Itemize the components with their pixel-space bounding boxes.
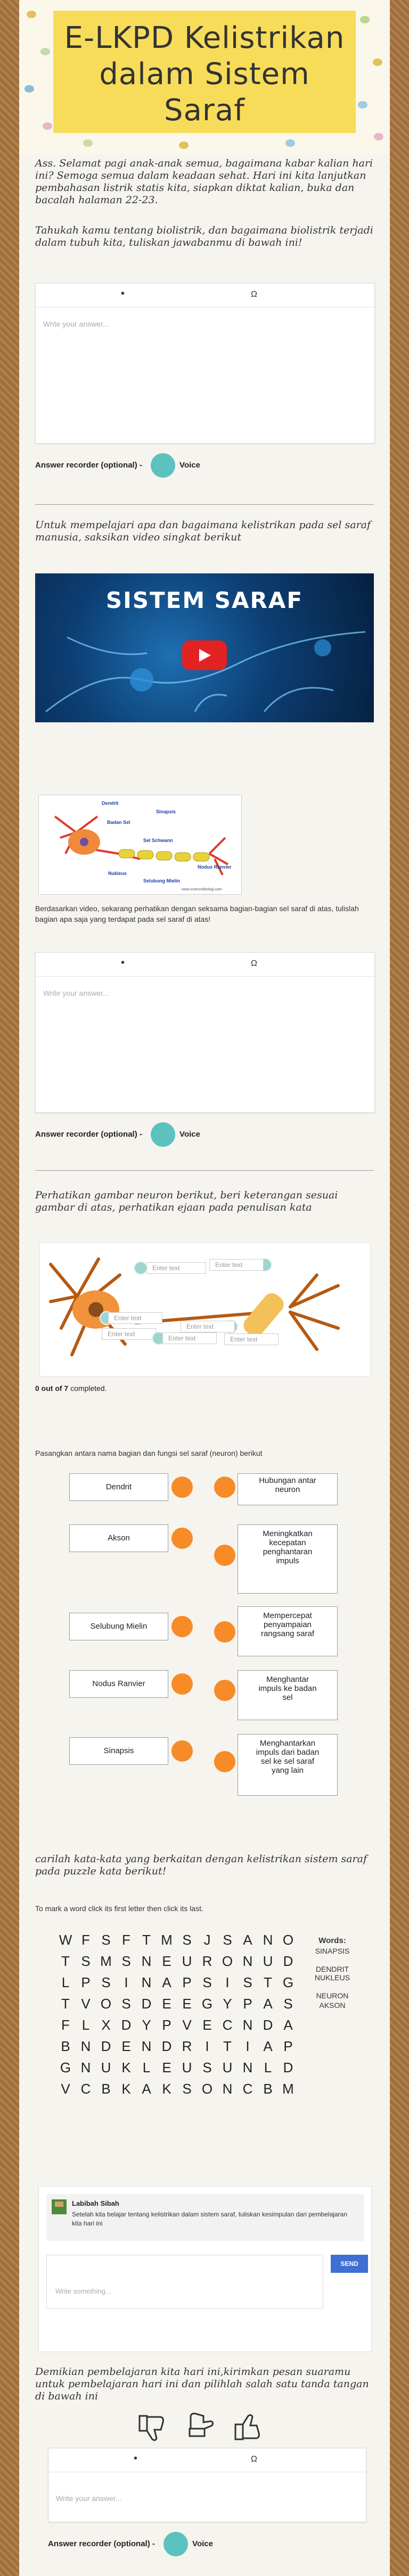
- img-label-badan-sel: Badan Sel: [107, 820, 130, 825]
- wordsearch-letter[interactable]: C: [242, 2081, 253, 2097]
- wordsearch-letter[interactable]: I: [124, 1974, 128, 1990]
- wordsearch-letter[interactable]: E: [162, 2060, 171, 2075]
- wordsearch-letter[interactable]: P: [182, 1974, 192, 1990]
- wordsearch-letter[interactable]: P: [283, 2038, 293, 2054]
- wordsearch-letter[interactable]: G: [282, 1974, 294, 1990]
- match-left-nodus-ranvier[interactable]: Nodus Ranvier: [69, 1670, 168, 1698]
- recorder-optional: (optional) -: [113, 2539, 155, 2548]
- title-line-2: dalam Sistem: [99, 57, 310, 91]
- wordsearch-letter[interactable]: L: [142, 2060, 151, 2075]
- wordsearch-row: [55, 2060, 298, 2076]
- wordsearch-row: [55, 1974, 298, 1991]
- voice-label: Voice: [179, 460, 200, 470]
- thumbs-sideways-icon[interactable]: [190, 2414, 213, 2437]
- answer-recorder-1: [35, 453, 200, 478]
- wordsearch-letter[interactable]: S: [182, 1932, 192, 1948]
- match-right-text: Mempercepat: [263, 1611, 312, 1620]
- neuron-labeling-activity: [39, 1243, 371, 1377]
- wordsearch-letter[interactable]: M: [100, 1953, 112, 1969]
- omega-symbol-icon[interactable]: Ω: [251, 959, 257, 968]
- avatar: [52, 2199, 67, 2214]
- video-intro-text: Untuk mempelajari apa dan bagaimana kelistrikan pada sel saraf manusia, saksikan video singkat berikut: [35, 519, 371, 543]
- wordsearch-letter[interactable]: Y: [142, 2017, 151, 2033]
- match-right-3[interactable]: [238, 1606, 338, 1656]
- answer-input-3[interactable]: Write your answer...: [56, 2494, 122, 2503]
- match-right-text: Meningkatkan: [263, 1529, 313, 1538]
- voice-label: Voice: [179, 1129, 200, 1139]
- img-label-dendrit: Dendrit: [102, 801, 119, 806]
- match-right-text: Hubungan antar: [259, 1476, 316, 1485]
- wordsearch-letter[interactable]: U: [263, 1953, 273, 1969]
- match-right-2[interactable]: [238, 1524, 338, 1594]
- recorder-label: Answer recorder: [35, 460, 99, 470]
- divider: [35, 1170, 374, 1171]
- word-item: AKSON: [319, 2001, 346, 2010]
- divider: [35, 504, 374, 505]
- wordsearch-letter[interactable]: F: [122, 1932, 130, 1948]
- wordsearch-letter[interactable]: S: [121, 1996, 131, 2012]
- wordsearch-letter[interactable]: T: [61, 1996, 70, 2012]
- wordsearch-row: [55, 1932, 298, 1948]
- answer-editor-1: [35, 283, 375, 444]
- wordsearch-letter[interactable]: O: [100, 1996, 112, 2012]
- wordsearch-letter[interactable]: O: [222, 1953, 233, 1969]
- comment-author: Labibah Sibah: [72, 2199, 119, 2207]
- editor-toolbar-3: [48, 2448, 366, 2472]
- wordsearch-letter[interactable]: U: [222, 2060, 233, 2075]
- wordsearch-letter[interactable]: S: [101, 1932, 111, 1948]
- youtube-video-player[interactable]: [35, 573, 374, 722]
- wordsearch-letter[interactable]: B: [263, 2081, 273, 2097]
- wordsearch-letter[interactable]: N: [141, 2038, 152, 2054]
- wordsearch-letter[interactable]: C: [222, 2017, 233, 2033]
- wordsearch-letter[interactable]: U: [182, 2060, 192, 2075]
- title-line-3: Saraf: [164, 93, 245, 128]
- wordsearch-row: [55, 1996, 298, 2012]
- wordsearch-letter[interactable]: S: [243, 1974, 252, 1990]
- match-left-selubung-mielin[interactable]: Selubung Mielin: [69, 1613, 168, 1640]
- wordsearch-letter[interactable]: V: [61, 2081, 70, 2097]
- wordsearch-letter[interactable]: A: [243, 1932, 252, 1948]
- word-item: NUKLEUS: [314, 1973, 350, 1982]
- wordsearch-letter[interactable]: D: [141, 1996, 152, 2012]
- label-entry[interactable]: Enter text: [209, 1259, 264, 1271]
- match-connector-left[interactable]: [171, 1673, 193, 1695]
- send-button[interactable]: SEND: [331, 2255, 368, 2273]
- match-connector-right[interactable]: [214, 1680, 235, 1701]
- neuron-drawing: [39, 795, 241, 894]
- match-right-text: impuls dari badan: [256, 1748, 320, 1757]
- omega-symbol-icon[interactable]: Ω: [251, 290, 257, 299]
- wordsearch-letter[interactable]: Y: [223, 1996, 232, 2012]
- wordsearch-letter[interactable]: E: [121, 2038, 131, 2054]
- wordsearch-letter[interactable]: I: [246, 2038, 250, 2054]
- img-label-nodus-ranvier: Nodus Ranvier: [198, 864, 232, 870]
- wordsearch-instruction: To mark a word click its first letter then click its last.: [35, 1904, 203, 1913]
- wordsearch-letter[interactable]: K: [121, 2081, 131, 2097]
- reply-placeholder: Write something...: [55, 2287, 111, 2295]
- thumbs-down-icon[interactable]: [140, 2416, 163, 2440]
- wordsearch-letter[interactable]: R: [182, 2038, 192, 2054]
- match-connector-right[interactable]: [214, 1477, 235, 1498]
- header-banner: [19, 0, 390, 154]
- match-right-text: penyampaian: [263, 1620, 312, 1629]
- neuron-diagram-image: [38, 795, 242, 895]
- wordsearch-letter[interactable]: S: [101, 1974, 111, 1990]
- label-hotspot[interactable]: [134, 1261, 148, 1275]
- wordsearch-letter[interactable]: A: [142, 2081, 151, 2097]
- match-right-text: sel ke sel saraf: [260, 1757, 315, 1766]
- wordsearch-letter[interactable]: A: [283, 2017, 293, 2033]
- wordsearch-letter[interactable]: N: [222, 2081, 233, 2097]
- voice-record-button[interactable]: [163, 2532, 188, 2556]
- match-connector-left[interactable]: [171, 1616, 193, 1637]
- wordsearch-letter[interactable]: E: [162, 1953, 171, 1969]
- answer-recorder-2: [35, 1122, 200, 1147]
- wordsearch-letter[interactable]: P: [162, 2017, 171, 2033]
- wordsearch-letter[interactable]: B: [61, 2038, 70, 2054]
- wordsearch-letter[interactable]: N: [141, 1974, 152, 1990]
- wordsearch-row: [55, 2017, 298, 2033]
- img-credit: www.sciencebiologi.com: [182, 888, 222, 891]
- match-right-text: penghantaran: [263, 1547, 313, 1556]
- wordsearch-intro: carilah kata-kata yang berkaitan dengan kelistrikan sistem saraf pada puzzle kata berikut!: [35, 1853, 367, 1877]
- wordsearch-letter[interactable]: S: [283, 1996, 293, 2012]
- match-connector-right[interactable]: [214, 1545, 235, 1566]
- recorder-label: Answer recorder: [35, 1129, 99, 1139]
- label-entry[interactable]: Enter text: [162, 1332, 217, 1344]
- labeling-intro-text: Perhatikan gambar neuron berikut, beri keterangan sesuai gambar di atas, perhatikan ejaan pada penulisan kata: [35, 1189, 338, 1213]
- match-right-text: impuls: [276, 1556, 299, 1565]
- word-item: NEURON: [316, 1991, 349, 2000]
- wordsearch-letter[interactable]: P: [81, 1974, 91, 1990]
- omega-symbol-icon[interactable]: Ω: [251, 2455, 257, 2464]
- answer-input-2[interactable]: Write your answer...: [43, 989, 109, 997]
- match-right-text: Menghantar: [266, 1675, 309, 1684]
- wordsearch-letter[interactable]: I: [205, 2038, 209, 2054]
- match-right-text: Menghantarkan: [259, 1739, 316, 1748]
- wordsearch-letter[interactable]: D: [263, 2017, 273, 2033]
- wordsearch-letter[interactable]: R: [202, 1953, 212, 1969]
- match-connector-right[interactable]: [214, 1621, 235, 1643]
- label-entry[interactable]: Enter text: [181, 1321, 235, 1332]
- wordsearch-letter[interactable]: F: [61, 2017, 70, 2033]
- wordsearch-letter[interactable]: B: [101, 2081, 111, 2097]
- wordsearch-letter[interactable]: T: [223, 2038, 232, 2054]
- wordsearch-letter[interactable]: J: [203, 1932, 211, 1948]
- comment-box: [38, 2186, 372, 2352]
- feedback-text: Demikian pembelajaran kita hari ini,kirimkan pesan suaramu untuk pembelajaran hari ini dan pilihlah salah satu tanda tangan di bawah ini: [35, 2366, 369, 2402]
- match-left-sinapsis[interactable]: Sinapsis: [69, 1737, 168, 1765]
- wordsearch-letter[interactable]: S: [182, 2081, 192, 2097]
- wordsearch-letter[interactable]: D: [121, 2017, 132, 2033]
- wordsearch-letter[interactable]: X: [101, 2017, 111, 2033]
- wordsearch-letter[interactable]: O: [201, 2081, 213, 2097]
- title-box: [53, 11, 356, 133]
- answer-recorder-3: [48, 2532, 213, 2556]
- match-right-text: impuls ke badan: [258, 1684, 317, 1693]
- wordsearch-letter[interactable]: E: [182, 1996, 192, 2012]
- answer-input-1[interactable]: Write your answer...: [43, 320, 109, 328]
- wordsearch-letter[interactable]: A: [263, 1996, 273, 2012]
- wordsearch-row: [55, 2038, 298, 2055]
- wordsearch-letter[interactable]: T: [61, 1953, 70, 1969]
- wordsearch-letter[interactable]: N: [80, 2038, 91, 2054]
- wordsearch-letter[interactable]: L: [61, 1974, 70, 1990]
- wordsearch-letter[interactable]: V: [81, 1996, 91, 2012]
- progress-suffix: completed.: [70, 1384, 107, 1393]
- match-right-text: yang lain: [271, 1766, 304, 1775]
- wordsearch-letter[interactable]: S: [121, 1953, 131, 1969]
- match-right-5[interactable]: [238, 1734, 338, 1796]
- wordsearch-row: [55, 2081, 298, 2097]
- wordsearch-letter[interactable]: G: [201, 1996, 213, 2012]
- editor-toolbar-2: [36, 953, 374, 977]
- label-entry[interactable]: Enter text: [102, 1328, 156, 1340]
- wordsearch-letter[interactable]: N: [242, 1953, 253, 1969]
- img-label-sinapsis: Sinapsis: [156, 809, 176, 814]
- match-connector-left[interactable]: [171, 1477, 193, 1498]
- wordsearch-letter[interactable]: T: [264, 1974, 272, 1990]
- wordsearch-letter[interactable]: E: [162, 1996, 171, 2012]
- voice-label: Voice: [192, 2539, 213, 2548]
- voice-record-button[interactable]: [151, 453, 175, 478]
- wordsearch-letter[interactable]: D: [101, 2038, 111, 2054]
- label-entry[interactable]: Enter text: [224, 1333, 279, 1345]
- img-label-nukleus: Nukleus: [108, 871, 127, 876]
- wordsearch-letter[interactable]: D: [283, 2060, 293, 2075]
- match-connector-right[interactable]: [214, 1751, 235, 1772]
- match-left-dendrit[interactable]: Dendrit: [69, 1473, 168, 1501]
- answer-editor-3: [48, 2448, 366, 2522]
- wordsearch-letter[interactable]: I: [225, 1974, 230, 1990]
- bullet-list-icon[interactable]: •: [121, 288, 125, 299]
- wordsearch-letter[interactable]: M: [282, 2081, 294, 2097]
- match-right-1[interactable]: [238, 1473, 338, 1505]
- wordsearch-letter[interactable]: S: [81, 1953, 91, 1969]
- match-right-4[interactable]: [238, 1670, 338, 1720]
- teacher-comment: [46, 2194, 364, 2241]
- wordsearch-letter[interactable]: N: [141, 1953, 152, 1969]
- voice-record-button[interactable]: [151, 1122, 175, 1147]
- page: [19, 0, 390, 2576]
- match-connector-left[interactable]: [171, 1740, 193, 1762]
- comment-message: Setelah kita belajar tentang kelistrikan dalam sistem saraf, tuliskan kesimpulan dari pembelajaran kita hari ini: [72, 2211, 347, 2227]
- wordsearch-letter[interactable]: O: [282, 1932, 294, 1948]
- label-entry[interactable]: Enter text: [146, 1262, 206, 1274]
- labeling-progress: [35, 1384, 107, 1393]
- wordsearch-letter[interactable]: S: [202, 1974, 212, 1990]
- play-button-icon[interactable]: [182, 640, 227, 670]
- wordsearch-letter[interactable]: T: [142, 1932, 151, 1948]
- wordsearch-letter[interactable]: S: [223, 1932, 232, 1948]
- img-label-selubung-mielin: Selubung Mielin: [143, 878, 180, 883]
- title-line-1: E-LKPD Kelistrikan: [64, 21, 345, 55]
- wordsearch-letter[interactable]: E: [202, 2017, 212, 2033]
- reply-input[interactable]: [46, 2255, 323, 2309]
- page-title: [53, 20, 356, 129]
- wordsearch-letter[interactable]: L: [264, 2060, 272, 2075]
- video-title: SISTEM SARAF: [105, 587, 304, 613]
- wordsearch-letter[interactable]: K: [121, 2060, 131, 2075]
- match-connector-left[interactable]: [171, 1528, 193, 1549]
- bullet-list-icon[interactable]: •: [134, 2453, 138, 2464]
- match-left-akson[interactable]: Akson: [69, 1524, 168, 1552]
- progress-count: 0 out of 7: [35, 1384, 69, 1393]
- wordsearch-row: [55, 1953, 298, 1970]
- matching-instruction: Pasangkan antara nama bagian dan fungsi sel saraf (neuron) berikut: [35, 1449, 263, 1457]
- wordsearch-letter[interactable]: N: [263, 1932, 273, 1948]
- wordsearch-letter[interactable]: N: [80, 2060, 91, 2075]
- wordsearch-letter[interactable]: P: [243, 1996, 252, 2012]
- word-item: SINAPSIS: [315, 1947, 350, 1955]
- recorder-label: Answer recorder: [48, 2539, 112, 2548]
- wordsearch-letter[interactable]: A: [263, 2038, 273, 2054]
- match-right-text: sel: [282, 1693, 293, 1702]
- recorder-optional: (optional) -: [101, 1129, 142, 1139]
- bullet-list-icon[interactable]: •: [121, 957, 125, 969]
- intro-paragraph-2: Tahukah kamu tentang biolistrik, dan bagaimana biolistrik terjadi dalam tubuh kita, tuliskan jawabanmu di bawah ini!: [35, 224, 373, 248]
- wordsearch-letter[interactable]: D: [283, 1953, 293, 1969]
- wordsearch-letter[interactable]: K: [162, 2081, 171, 2097]
- thumbs-up-icon[interactable]: [235, 2415, 259, 2439]
- wordsearch-letter[interactable]: W: [59, 1932, 72, 1948]
- wordsearch-letter[interactable]: C: [80, 2081, 91, 2097]
- wordsearch-letter[interactable]: N: [242, 2017, 253, 2033]
- wordsearch-letter[interactable]: U: [182, 1953, 192, 1969]
- wordsearch-letter[interactable]: S: [202, 2060, 212, 2075]
- img-label-sel-schwann: Sel Schwann: [143, 838, 173, 843]
- editor-toolbar: [36, 284, 374, 307]
- wordsearch-letter[interactable]: L: [81, 2017, 90, 2033]
- match-right-text: kecepatan: [269, 1538, 306, 1547]
- wordsearch-letter[interactable]: D: [161, 2038, 172, 2054]
- wordsearch-letter[interactable]: F: [81, 1932, 90, 1948]
- question-2-text: Berdasarkan video, sekarang perhatikan dengan seksama bagian-bagian sel saraf di atas, tulislah bagian apa saja yang terdapat pada sel saraf di atas!: [35, 904, 359, 923]
- wordsearch-letter[interactable]: G: [60, 2060, 71, 2075]
- match-right-text: neuron: [275, 1485, 300, 1494]
- match-right-text: rangsang saraf: [260, 1629, 315, 1638]
- intro-paragraph-1: Ass. Selamat pagi anak-anak semua, bagaimana kabar kalian hari ini? Semoga semua dalam keadaan sehat. Hari ini kita lanjutkan pembahasan listrik statis kita, siapkan diktat kalian, buka dan bacalah halaman 22-23.: [35, 157, 373, 206]
- wordsearch-letter[interactable]: V: [182, 2017, 192, 2033]
- answer-editor-2: [35, 952, 375, 1113]
- word-item: DENDRIT: [315, 1965, 349, 1973]
- wordsearch-letter[interactable]: U: [101, 2060, 111, 2075]
- wordsearch-letter[interactable]: M: [161, 1932, 173, 1948]
- wordsearch-letter[interactable]: A: [162, 1974, 171, 1990]
- recorder-optional: (optional) -: [101, 460, 142, 470]
- words-title: Words:: [318, 1936, 346, 1945]
- wordsearch-letter[interactable]: N: [242, 2060, 253, 2075]
- feedback-icons: [136, 2413, 275, 2447]
- label-entry[interactable]: Enter text: [108, 1312, 162, 1324]
